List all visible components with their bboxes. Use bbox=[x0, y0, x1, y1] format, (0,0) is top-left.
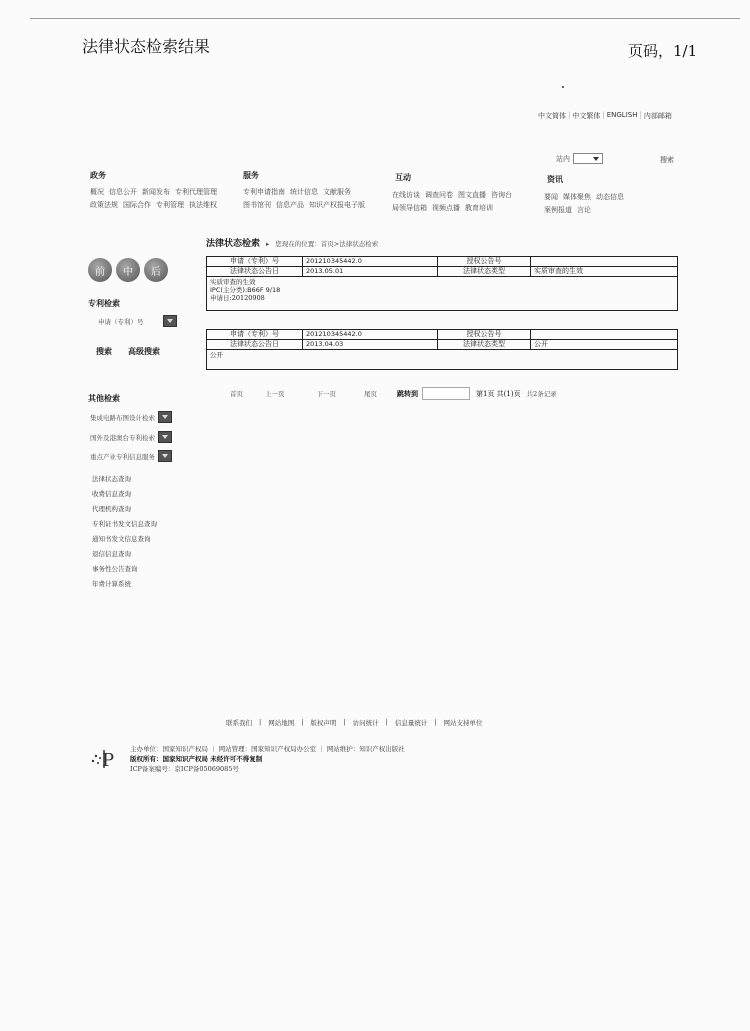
nav-zixun-row1 bbox=[544, 192, 624, 202]
status-type-header: 法律状态类型 bbox=[438, 340, 531, 350]
nav-zhengwu-row1 bbox=[90, 187, 217, 197]
nav-link[interactable]: 文献服务 bbox=[323, 188, 351, 196]
key-industry-dropdown[interactable] bbox=[158, 450, 172, 462]
other-search-title: 其他检索 bbox=[88, 393, 120, 403]
contact-link[interactable]: 联系我们 bbox=[226, 719, 252, 727]
app-no-value: 201210345442.0 bbox=[303, 330, 438, 340]
nav-link[interactable]: 要闻 bbox=[544, 193, 558, 201]
ic-layout-search-label: 集成电路布图设计检索 bbox=[90, 413, 155, 422]
lang-simplified-link[interactable]: 中文简体 bbox=[538, 112, 566, 120]
after-button[interactable]: 后 bbox=[144, 258, 168, 282]
record-notes bbox=[207, 350, 678, 370]
nav-link[interactable]: 咨询台 bbox=[491, 191, 512, 199]
pagination bbox=[230, 387, 557, 400]
before-button[interactable]: 前 bbox=[88, 258, 112, 282]
table-row bbox=[207, 330, 678, 340]
table-row bbox=[207, 257, 678, 267]
certificate-dispatch-query-link[interactable]: 专利证书发文信息查询 bbox=[92, 520, 157, 528]
note-line: 申请日:20120908 bbox=[210, 294, 265, 302]
nav-link[interactable]: 案例报道 bbox=[544, 206, 572, 214]
site-search-link[interactable]: 搜索 bbox=[660, 156, 674, 164]
app-no-dropdown[interactable] bbox=[163, 315, 177, 327]
search-button[interactable]: 搜索 bbox=[96, 346, 112, 356]
table-row bbox=[207, 340, 678, 350]
ip-logo-icon bbox=[90, 748, 120, 770]
site-scope-label: 站内 bbox=[556, 154, 570, 163]
goto-page-input[interactable] bbox=[422, 387, 470, 400]
goto-label: 跳转到 bbox=[397, 388, 418, 398]
app-no-header: 申请（专利）号 bbox=[207, 330, 303, 340]
grant-no-header: 授权公告号 bbox=[438, 257, 531, 267]
nav-link[interactable]: 言论 bbox=[577, 206, 591, 214]
app-no-field bbox=[98, 315, 177, 327]
nav-link[interactable]: 新闻发布 bbox=[142, 188, 170, 196]
site-search-scope bbox=[556, 153, 603, 164]
sitemap-link[interactable]: 网站地图 bbox=[268, 719, 295, 727]
pub-date-value: 2013.05.01 bbox=[303, 267, 438, 277]
app-no-value: 201210345442.0 bbox=[303, 257, 438, 267]
nav-link[interactable]: 局领导信箱 bbox=[392, 204, 427, 212]
period-buttons bbox=[88, 258, 168, 282]
support-units-link[interactable]: 网站支持单位 bbox=[443, 719, 483, 727]
nav-link[interactable]: 执法维权 bbox=[189, 201, 217, 209]
info-stats-link[interactable]: 信息量统计 bbox=[394, 719, 428, 727]
scan-speck bbox=[562, 86, 564, 88]
during-button[interactable]: 中 bbox=[116, 258, 140, 282]
other-dd-row bbox=[90, 450, 172, 462]
copyright-link[interactable]: 版权声明 bbox=[310, 719, 337, 727]
nav-link[interactable]: 信息产品 bbox=[276, 201, 304, 209]
note-line: IPC(主分类):B66F 9/18 bbox=[210, 286, 281, 294]
other-dd-row bbox=[90, 431, 172, 443]
nav-link[interactable]: 政策法规 bbox=[90, 201, 118, 209]
nav-link[interactable]: 专利管理 bbox=[156, 201, 184, 209]
grant-no-value bbox=[531, 257, 678, 267]
pub-date-header: 法律状态公告日 bbox=[207, 267, 303, 277]
nav-hudong-row2 bbox=[392, 203, 493, 213]
prev-page-link[interactable]: 上一页 bbox=[265, 390, 285, 398]
table-row bbox=[207, 350, 678, 370]
visit-stats-link[interactable]: 访问统计 bbox=[352, 719, 379, 727]
result-heading: 法律状态检索 bbox=[206, 239, 261, 249]
patent-search-title: 专利检索 bbox=[88, 298, 120, 308]
legal-status-query-link[interactable]: 法律状态查询 bbox=[92, 475, 131, 483]
page-info: 第1页 共(1)页 bbox=[476, 389, 521, 398]
foreign-patent-search-label: 国外及港澳台专利检索 bbox=[90, 433, 155, 442]
nav-link[interactable]: 概况 bbox=[90, 188, 104, 196]
agency-query-link[interactable]: 代理机构查询 bbox=[92, 505, 131, 513]
pub-date-header: 法律状态公告日 bbox=[207, 340, 303, 350]
nav-link[interactable]: 专利申请指南 bbox=[243, 188, 285, 196]
language-links: 中文简体 | 中文繁体 | ENGLISH | 内部邮箱 bbox=[538, 111, 672, 120]
nav-zixun-row2 bbox=[544, 205, 591, 215]
sponsor-line: 主办单位：国家知识产权局 ｜ 网站管理：国家知识产权局办公室 ｜ 网站维护：知识产权出版社 bbox=[130, 745, 405, 753]
footer-links: 联系我们 | 网站地图 | 版权声明 | 访问统计 | 信息量统计 | 网站支持单位 bbox=[226, 718, 483, 727]
nav-link[interactable]: 知识产权报电子版 bbox=[309, 201, 365, 209]
note-line: 实质审查的生效 bbox=[210, 278, 256, 286]
document-title: 法律状态检索结果 bbox=[82, 37, 211, 56]
footer-info bbox=[130, 744, 405, 774]
record-table-2 bbox=[206, 329, 678, 370]
total-records: 共2条记录 bbox=[526, 390, 557, 398]
grant-no-header: 授权公告号 bbox=[438, 330, 531, 340]
nav-fuwu-row2 bbox=[243, 200, 365, 210]
nav-title-zixun[interactable]: 资讯 bbox=[547, 174, 563, 184]
nav-link[interactable]: 在线访谈 bbox=[392, 191, 420, 199]
nav-title-hudong[interactable]: 互动 bbox=[395, 172, 411, 182]
status-value: 实质审查的生效 bbox=[531, 267, 678, 277]
status-value: 公开 bbox=[531, 340, 678, 350]
nav-link[interactable]: 国际合作 bbox=[123, 201, 151, 209]
lang-traditional-link[interactable]: 中文繁体 bbox=[572, 112, 601, 120]
annual-fee-calculator-link[interactable]: 年费计算系统 bbox=[92, 580, 131, 588]
nav-link[interactable]: 图书馆刊 bbox=[243, 201, 271, 209]
breadcrumb: 您现在的位置：首页>法律状态检索 bbox=[275, 240, 379, 248]
lang-english-link[interactable]: ENGLISH bbox=[606, 111, 638, 119]
rights-line: 版权所有：国家知识产权局 未经许可不得复制 bbox=[130, 755, 263, 763]
next-page-link[interactable]: 下一页 bbox=[316, 390, 336, 398]
grant-no-value bbox=[531, 330, 678, 340]
query-links-list bbox=[92, 474, 157, 588]
record-notes bbox=[207, 277, 678, 311]
transaction-notice-query-link[interactable]: 事务性公告查询 bbox=[92, 565, 138, 573]
record-table-1 bbox=[206, 256, 678, 311]
top-divider bbox=[30, 18, 740, 19]
nav-title-zhengwu[interactable]: 政务 bbox=[90, 170, 106, 180]
note-line: 公开 bbox=[210, 351, 223, 359]
result-header bbox=[206, 236, 378, 249]
ic-layout-dropdown[interactable] bbox=[158, 411, 172, 423]
table-row bbox=[207, 277, 678, 311]
returned-mail-query-link[interactable]: 退信信息查询 bbox=[92, 550, 131, 558]
icp-line: ICP备案编号：京ICP备05069085号 bbox=[130, 765, 239, 773]
nav-link[interactable]: 信息公开 bbox=[109, 188, 137, 196]
advanced-search-button[interactable]: 高级搜索 bbox=[128, 346, 160, 356]
foreign-patent-dropdown[interactable] bbox=[158, 431, 172, 443]
last-page-link[interactable]: 尾页 bbox=[364, 390, 377, 398]
nav-title-fuwu[interactable]: 服务 bbox=[243, 170, 259, 180]
pub-date-value: 2013.04.03 bbox=[303, 340, 438, 350]
svg-text:P: P bbox=[102, 750, 115, 770]
nav-link[interactable]: 调查问卷 bbox=[425, 191, 453, 199]
nav-link[interactable]: 视频点播 bbox=[432, 204, 460, 212]
status-type-header: 法律状态类型 bbox=[438, 267, 531, 277]
app-no-header: 申请（专利）号 bbox=[207, 257, 303, 267]
nav-hudong-row1 bbox=[392, 190, 512, 200]
nav-link[interactable]: 教育培训 bbox=[465, 204, 493, 212]
nav-link[interactable]: 统计信息 bbox=[290, 188, 318, 196]
nav-zhengwu-row2 bbox=[90, 200, 217, 210]
nav-link[interactable]: 专利代理管理 bbox=[175, 188, 217, 196]
page-number: 页码，1/1 bbox=[628, 42, 698, 60]
first-page-link[interactable]: 首页 bbox=[230, 390, 243, 398]
breadcrumb-arrow: ▸ bbox=[266, 240, 270, 248]
notice-dispatch-query-link[interactable]: 通知书发文信息查询 bbox=[92, 535, 151, 543]
nav-link[interactable]: 图文直播 bbox=[458, 191, 486, 199]
internal-mail-link[interactable]: 内部邮箱 bbox=[643, 112, 672, 120]
app-no-label: 申请（专利）号 bbox=[98, 317, 144, 326]
nav-fuwu-row1 bbox=[243, 187, 351, 197]
table-row bbox=[207, 267, 678, 277]
fee-info-query-link[interactable]: 收费信息查询 bbox=[92, 490, 131, 498]
other-dd-row bbox=[90, 411, 172, 423]
site-scope-select[interactable] bbox=[573, 153, 603, 164]
nav-link[interactable]: 动态信息 bbox=[596, 193, 624, 201]
nav-link[interactable]: 媒体聚焦 bbox=[563, 193, 591, 201]
key-industry-label: 重点产业专利信息服务 bbox=[90, 452, 155, 461]
